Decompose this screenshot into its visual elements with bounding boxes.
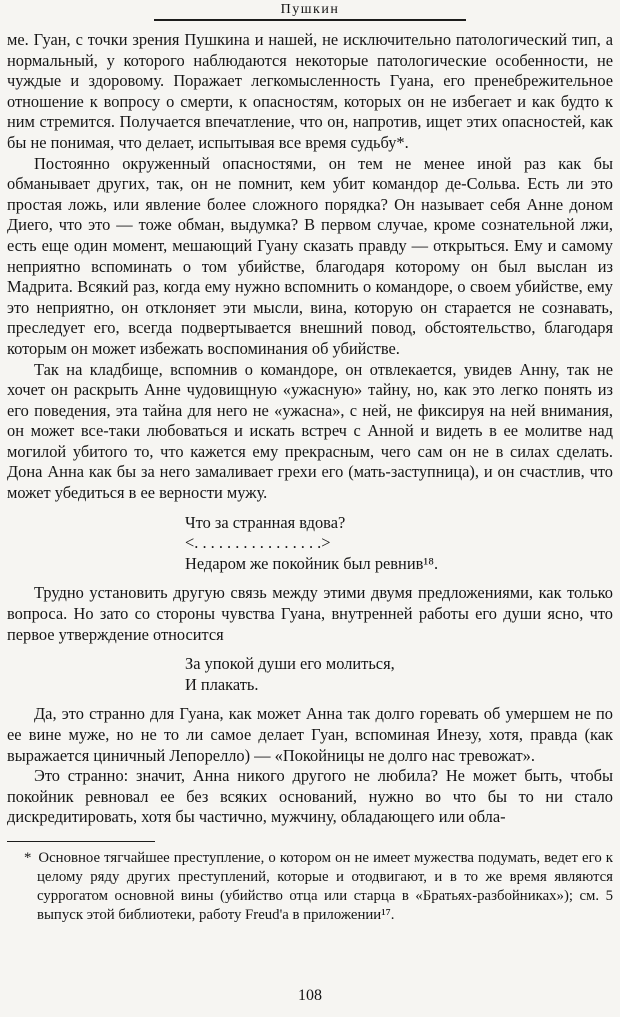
verse-line: Недаром же покойник был ревнив¹⁸. xyxy=(185,553,439,573)
paragraph: Да, это странно для Гуана, как может Анна так долго горевать об умершем не по ее вине муже, но не то ли самое делает Гуан, вспоминая Инезу, хотя, правда (как выражается циничный Лепорелло) — «Покойницы не долго нас тревожат». xyxy=(7,704,613,765)
running-head xyxy=(7,3,613,21)
paragraph-hyphen-break: Это странно: значит, Анна никого другого не любила? Не может быть, чтобы покойник ревновал ее без всяких оснований, нужно во что бы то ни стало дискредитировать, хотя бы частично, мужчину, обладающего или обла- xyxy=(7,766,613,827)
verse-line: За упокой души его молиться, xyxy=(185,654,395,674)
footnote-marker: * xyxy=(24,849,32,866)
footnote-text: Основное тягчайшее преступление, о котором он не имеет мужества подумать, ведет его к целому ряду других преступлений, которые и отодвигают, и в то же время являются суррогатом основной вины (убийство отца или старца в «Братьях-разбойниках»); см. 5 выпуск этой библиотеки, работу Freud'а в приложении¹⁷. xyxy=(37,849,613,923)
verse-quote xyxy=(185,513,613,575)
running-head-title: Пушкин xyxy=(280,2,340,17)
verse-ellipsis-line: <. . . . . . . . . . . . . . . .> xyxy=(185,533,331,553)
page-body xyxy=(7,30,613,925)
footnote-separator-rule xyxy=(7,841,155,842)
footnote xyxy=(7,849,613,925)
verse-line: И плакать. xyxy=(185,674,259,694)
paragraph: Трудно установить другую связь между этими двумя предложениями, как только вопроса. Но зато со стороны чувства Гуана, внутренней работы его души ясно, что первое утверждение относится xyxy=(7,583,613,644)
verse-line: Что за странная вдова? xyxy=(185,512,346,532)
paragraph-continuation: ме. Гуан, с точки зрения Пушкина и нашей, не исключительно патологический тип, а нормальный, у которого наблюдаются некоторые патологические особенности, не чуждые и здоровому. Поражает легкомысленность Гуана, его пренебрежительное отношение к вопросу о смерти, к опасностям, которых он не избегает и как будто к ним стремится. Получается впечатление, что он, напротив, ищет этих опасностей, как бы не понимая, что делает, испытывая все время судьбу*. xyxy=(7,30,613,152)
paragraph: Так на кладбище, вспомнив о командоре, он отвлекается, увидев Анну, так не хочет он раскрыть Анне чудовищную «ужасную» тайну, но, как это легко понять из его поведения, эта тайна для него не «ужасна», с ней, не фиксируя на ней внимания, он может все-таки любоваться и искать встреч с Анной и видеть в ее молитве над могилой убитого то, что кажется ему прекрасным, чего сам он не в силах сделать. Дона Анна как бы за него замаливает грехи его (мать-заступница), и он счастлив, что может убедиться в ее верности мужу. xyxy=(7,359,613,503)
page-number: 108 xyxy=(298,987,322,1004)
verse-quote xyxy=(185,654,613,695)
running-head-rule xyxy=(154,19,466,21)
paragraph: Постоянно окруженный опасностями, он тем не менее иной раз как бы обманывает других, так, он не помнит, кем убит командор де-Сольва. Есть ли это простая ложь, или явление более сложного порядка? Он называет себя Анне доном Диего, что это — тоже обман, выдумка? В первом случае, кроме сознательной лжи, есть еще один момент, мешающий Гуану сказать правду — открыться. Ему и самому неприятно вспоминать о том убийстве, благодаря которому он был выслан из Мадрита. Всякий раз, когда ему нужно вспомнить о командоре, о своем убийстве, ему это неприятно, он отклоняет эти мысли, вина, которую он старается не сознавать, преследует его, всегда подвертывается внешний повод, обстоятельство, благодаря которым он может избежать воспоминания об убийстве. xyxy=(7,153,613,358)
